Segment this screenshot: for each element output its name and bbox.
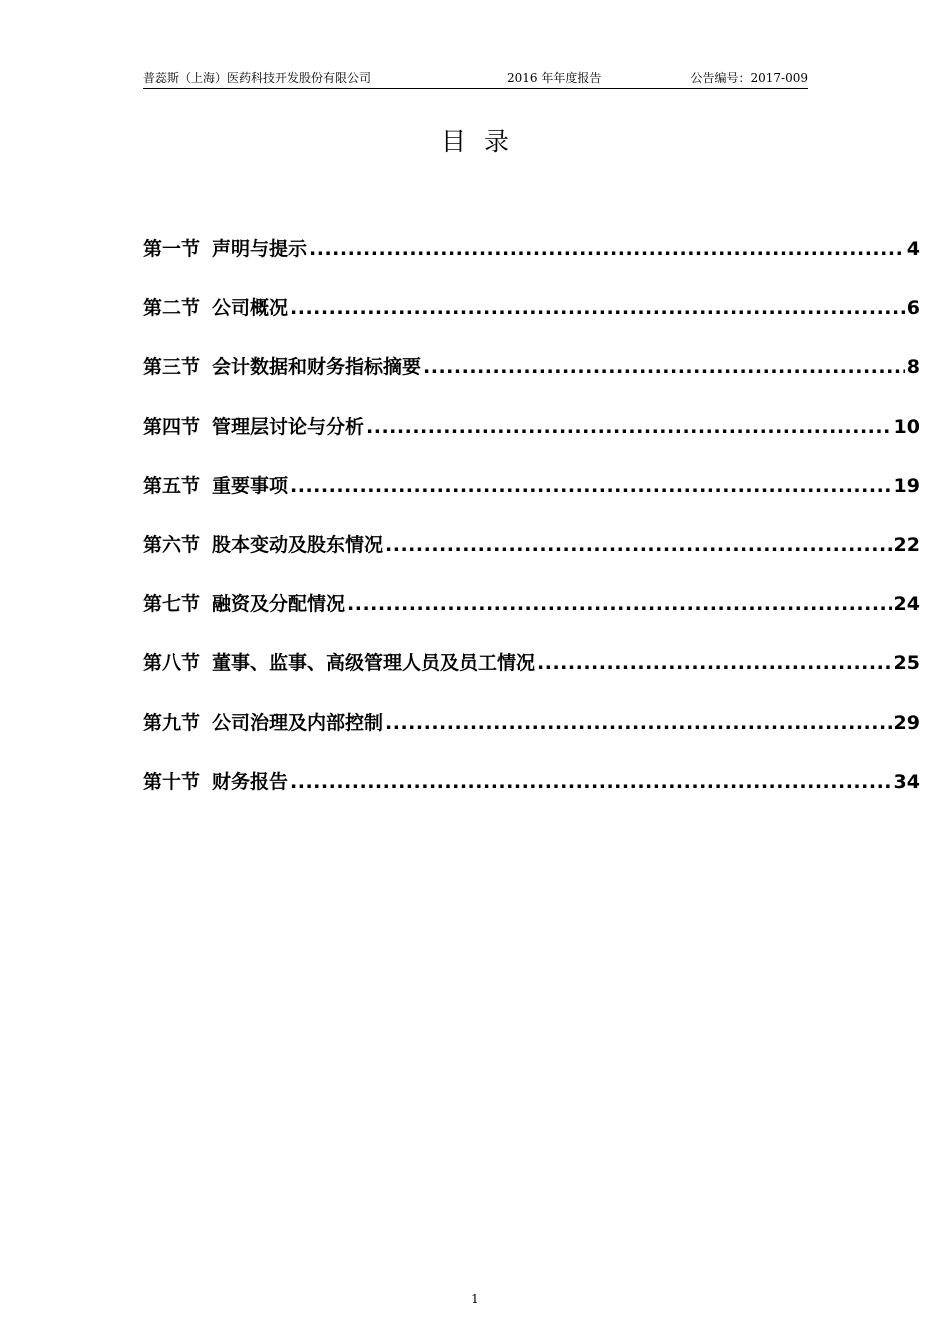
toc-entry-label: 股本变动及股东情况 xyxy=(212,533,384,556)
toc-dot-leader xyxy=(290,771,892,793)
toc-dot-leader xyxy=(347,593,892,615)
toc-entry-section: 第六节 xyxy=(143,533,201,556)
toc-entry-label: 融资及分配情况 xyxy=(212,593,346,616)
toc-entry-page: 22 xyxy=(893,533,920,556)
toc-entry[interactable] xyxy=(143,530,920,589)
toc-dot-leader xyxy=(290,297,905,319)
toc-entry-page: 10 xyxy=(893,415,920,438)
toc-list xyxy=(143,234,920,826)
toc-entry-section: 第九节 xyxy=(143,711,201,734)
toc-entry-page: 8 xyxy=(906,356,920,379)
toc-entry-section: 第五节 xyxy=(143,474,201,497)
toc-title: 目录 xyxy=(440,127,527,156)
toc-entry-section: 第四节 xyxy=(143,415,201,438)
toc-entry[interactable] xyxy=(143,352,920,411)
toc-entry-page: 29 xyxy=(893,711,920,734)
header-notice-number: 公告编号：2017-009 xyxy=(690,71,808,85)
toc-entry[interactable] xyxy=(143,767,920,826)
toc-entry-label: 会计数据和财务指标摘要 xyxy=(212,356,422,379)
toc-entry[interactable] xyxy=(143,412,920,471)
toc-entry-page: 19 xyxy=(893,474,920,497)
toc-entry-section: 第一节 xyxy=(143,238,201,260)
toc-entry-label: 董事、监事、高级管理人员及员工情况 xyxy=(212,652,536,675)
toc-entry-label: 公司概况 xyxy=(212,297,289,320)
toc-entry-label: 公司治理及内部控制 xyxy=(212,711,384,734)
toc-dot-leader xyxy=(423,356,905,378)
page-header xyxy=(143,66,808,89)
header-company-name: 普蕊斯（上海）医药科技开发股份有限公司 xyxy=(143,71,372,85)
toc-dot-leader xyxy=(385,534,892,556)
toc-entry-page: 34 xyxy=(893,770,920,793)
toc-entry[interactable] xyxy=(143,234,920,293)
toc-entry-section: 第八节 xyxy=(143,652,201,675)
toc-entry[interactable] xyxy=(143,589,920,648)
page-number: 1 xyxy=(471,1292,479,1306)
header-report-title: 2016 年年度报告 xyxy=(507,71,602,85)
toc-entry-page: 6 xyxy=(906,297,920,320)
toc-entry-page: 25 xyxy=(893,652,920,675)
toc-entry-page: 4 xyxy=(906,238,920,260)
toc-dot-leader xyxy=(290,475,892,497)
toc-dot-leader xyxy=(385,712,892,734)
toc-entry[interactable] xyxy=(143,293,920,352)
toc-dot-leader xyxy=(366,416,892,438)
toc-entry-label: 重要事项 xyxy=(212,474,289,497)
toc-entry-label: 财务报告 xyxy=(212,770,289,793)
toc-dot-leader xyxy=(309,238,905,260)
toc-dot-leader xyxy=(537,652,892,674)
toc-entry-section: 第三节 xyxy=(143,356,201,379)
toc-entry-section: 第十节 xyxy=(143,770,201,793)
toc-entry-page: 24 xyxy=(893,593,920,616)
toc-entry-section: 第二节 xyxy=(143,297,201,320)
toc-entry[interactable] xyxy=(143,708,920,767)
toc-entry[interactable] xyxy=(143,471,920,530)
toc-entry-label: 管理层讨论与分析 xyxy=(212,415,365,438)
toc-entry-label: 声明与提示 xyxy=(212,238,308,260)
toc-entry-section: 第七节 xyxy=(143,593,201,616)
toc-entry[interactable] xyxy=(143,648,920,707)
